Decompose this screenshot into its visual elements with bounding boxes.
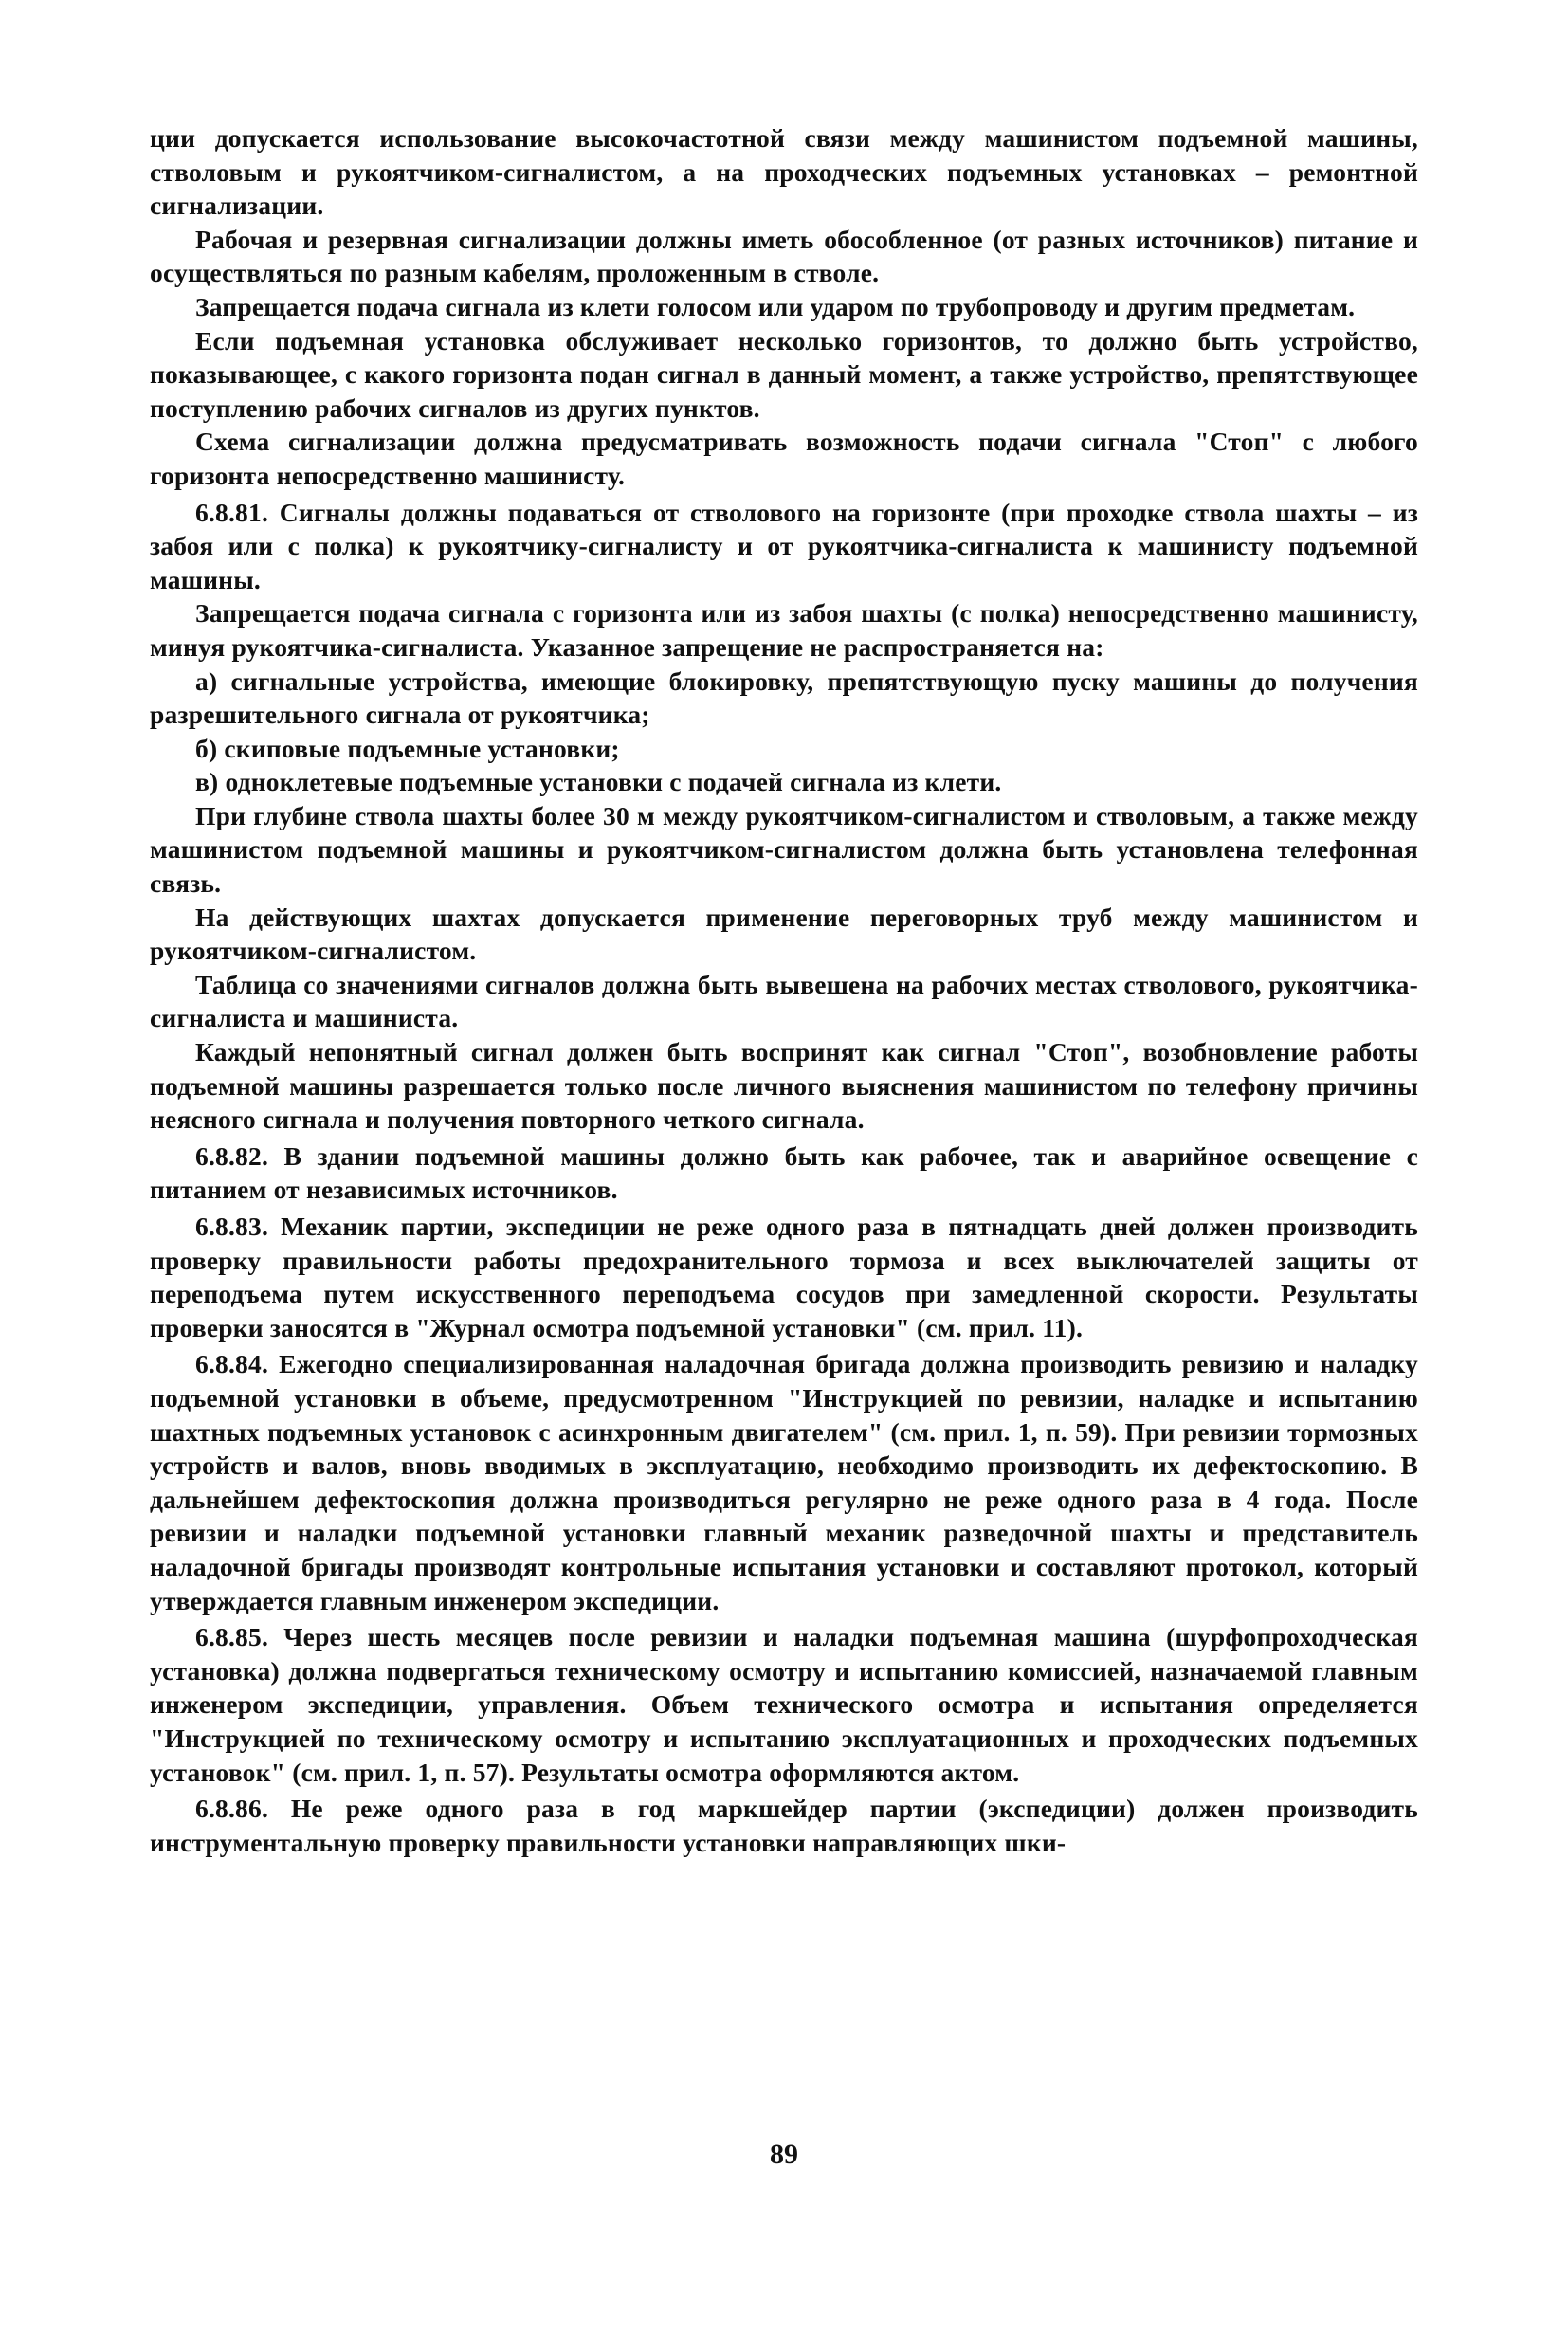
paragraph: Рабочая и резервная сигнализации должны иметь обособленное (от разных источников) питание и осуществляться по разным кабелям, проложенным в стволе. — [150, 224, 1418, 288]
list-item-a: а) сигнальные устройства, имеющие блокировку, препятствующую пуску машины до получения разрешительного сигнала от рукоятчика; — [150, 665, 1418, 730]
paragraph-6-8-85: 6.8.85. Через шесть месяцев после ревизии и наладки подъемная машина (шурфопроходческая установка) должна подвергаться техническому осмотру и испытанию комиссией, назначаемой главным инженером экспедиции, управления. Объем технического осмотра и испытания определяется "Инструкцией по техническому осмотру и испытанию эксплуатационных и проходческих подъемных установок" (см. прил. 1, п. 57). Результаты осмотра оформляются актом. — [150, 1622, 1418, 1787]
paragraph: На действующих шахтах допускается применение переговорных труб между машинистом и рукоятчиком-сигналистом. — [150, 902, 1418, 966]
paragraph-continuation: ции допускается использование высокочастотной связи между машинистом подъемной машины, стволовым и рукоятчиком-сигналистом, а на проходческих подъемных установках – ремонтной сигнализации. — [150, 123, 1418, 221]
paragraph: Запрещается подача сигнала из клети голосом или ударом по трубопроводу и другим предметам. — [195, 291, 1356, 321]
paragraph-6-8-83: 6.8.83. Механик партии, экспедиции не реже одного раза в пятнадцать дней должен производить проверку правильности работы предохранительного тормоза и всех выключателей защиты от переподъема путем искусственного переподъема сосудов при замедленной скорости. Результаты проверки заносятся в "Журнал осмотра подъемной установки" (см. прил. 11). — [150, 1212, 1418, 1342]
page-number: 89 — [770, 2139, 798, 2170]
paragraph: Схема сигнализации должна предусматривать возможность подачи сигнала "Стоп" с любого горизонта непосредственно машинисту. — [150, 427, 1418, 490]
paragraph: Каждый непонятный сигнал должен быть воспринят как сигнал "Стоп", возобновление работы подъемной машины разрешается только после личного выяснения машинистом по телефону причины неясного сигнала и получения повторного четкого сигнала. — [150, 1037, 1418, 1135]
paragraph-6-8-86: 6.8.86. Не реже одного раза в год маркшейдер партии (экспедиции) должен производить инструментальную проверку правильности установки направляющих шки- — [150, 1794, 1418, 1857]
paragraph: Таблица со значениями сигналов должна быть вывешена на рабочих местах стволового, рукоятчика-сигналиста и машиниста. — [150, 969, 1418, 1033]
list-item-b: б) скиповые подъемные установки; — [195, 733, 620, 763]
list-item-v: в) одноклетевые подъемные установки с подачей сигнала из клети. — [195, 767, 1002, 797]
paragraph: При глубине ствола шахты более 30 м между рукоятчиком-сигналистом и стволовым, а также между машинистом подъемной машины и рукоятчиком-сигналистом должна быть установлена телефонная связь. — [150, 800, 1418, 899]
paragraph: Запрещается подача сигнала с горизонта или из забоя шахты (с полка) непосредственно машинисту, минуя рукоятчика-сигналиста. Указанное запрещение не распространяется на: — [150, 598, 1418, 662]
paragraph-6-8-82: 6.8.82. В здании подъемной машины должно быть как рабочее, так и аварийное освещение с питанием от независимых источников. — [150, 1140, 1418, 1205]
paragraph: Если подъемная установка обслуживает несколько горизонтов, то должно быть устройство, показывающее, с какого горизонта подан сигнал в данный момент, а также устройство, препятствующее поступлению рабочих сигналов из других пунктов. — [150, 325, 1418, 423]
paragraph-6-8-81: 6.8.81. Сигналы должны подаваться от стволового на горизонте (при проходке ствола шахты – из забоя или с полка) к рукоятчику-сигналисту и от рукоятчика-сигналиста к машинисту подъемной машины. — [150, 497, 1418, 594]
paragraph-6-8-84: 6.8.84. Ежегодно специализированная наладочная бригада должна производить ревизию и наладку подъемной установки в объеме, предусмотренном "Инструкцией по ревизии, наладке и испытанию шахтных подъемных установок с асинхронным двигателем" (см. прил. 1, п. 59). При ревизии тормозных устройств и валов, вновь вводимых в эксплуатацию, необходимо производить их дефектоскопию. В дальнейшем дефектоскопия должна производиться регулярно не реже одного раза в 4 года. После ревизии и наладки подъемной установки главный механик разведочной шахты и представитель наладочной бригады производят контрольные испытания установки и составляют протокол, который утверждается главным инженером экспедиции. — [150, 1349, 1418, 1615]
page-body — [150, 121, 1418, 1859]
